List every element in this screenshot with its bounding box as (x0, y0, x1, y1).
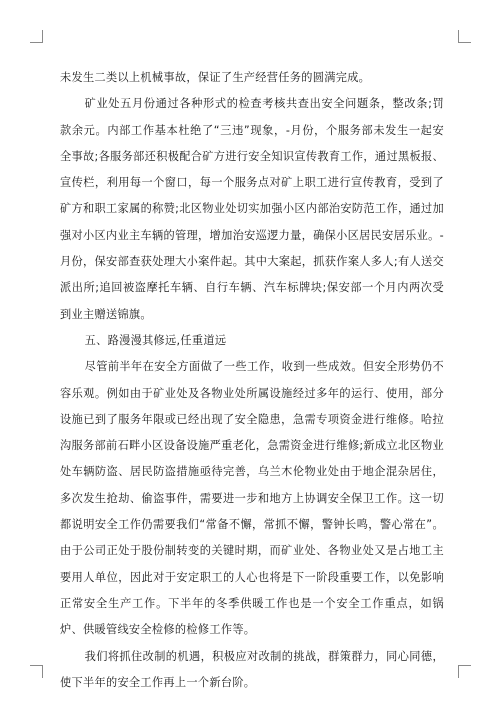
corner-mark-bottom-right (458, 665, 471, 678)
paragraph-inspection-results: 矿业处五月份通过各种形式的检查考核共查出安全问题条，整改条;罚款余元。内部工作基本杜绝了“三违”现象，-月份，个服务部未发生一起安全事故;各服务部还积极配合矿方进行安全知识宣传教育工作，通过黑板报、宣传栏，利用每一个窗口，每一个服务点对矿上职工进行宣传教育，受到了矿方和职工家属的称赞;北区物业处切实加强小区内部治安防范工作，通过加强对小区内业主车辆的管理，增加治安巡逻力量，确保小区居民安居乐业。-月份，保安部查获处理大小案件起。其中大案起，抓获作案人多人;有人送交派出所;追回被盗摩托车辆、自行车辆、汽车标牌块;保安部一个月内两次受到业主赠送锦旗。 (60, 97, 444, 321)
paragraph-continuation: 未发生二类以上机械事故，保证了生产经营任务的圆满完成。 (60, 71, 371, 84)
corner-mark-top-right (458, 30, 471, 43)
section-heading: 五、路漫漫其修远,任重道远 (84, 333, 227, 347)
corner-mark-top-left (30, 30, 43, 43)
paragraph-conclusion: 我们将抓住改制的机遇，积极应对改制的挑战，群策群力，同心同德，使下半年的安全工作再上一个新台阶。 (60, 649, 444, 689)
paragraph-safety-outlook: 尽管前半年在安全方面做了一些工作，收到一些成效。但安全形势仍不容乐观。例如由于矿业处及各物业处所属设施经过多年的运行、使用，部分设施已到了服务年限或已经出现了安全隐患，急需专项资金进行维修。哈拉沟服务部前石畔小区设备设施严重老化，急需资金进行维修;新成立北区物业处车辆防盗、居民防盗措施亟待完善，乌兰木伦物业处由于地企混杂居住，多次发生抢劫、偷盗事件，需要进一步和地方上协调安全保卫工作。这一切都说明安全工作仍需要我们“常备不懈，常抓不懈，警钟长鸣，警心常在”。由于公司正处于股份制转变的关键时期，而矿业处、各物业处又是占地工主要用人单位，因此对于安定职工的人心也将是下一阶段重要工作，以免影响正常安全生产工作。下半年的冬季供暖工作也是一个安全工作重点，如锅炉、供暖管线安全检修的检修工作等。 (60, 360, 444, 637)
document-body (60, 65, 444, 696)
corner-mark-bottom-left (30, 665, 43, 678)
